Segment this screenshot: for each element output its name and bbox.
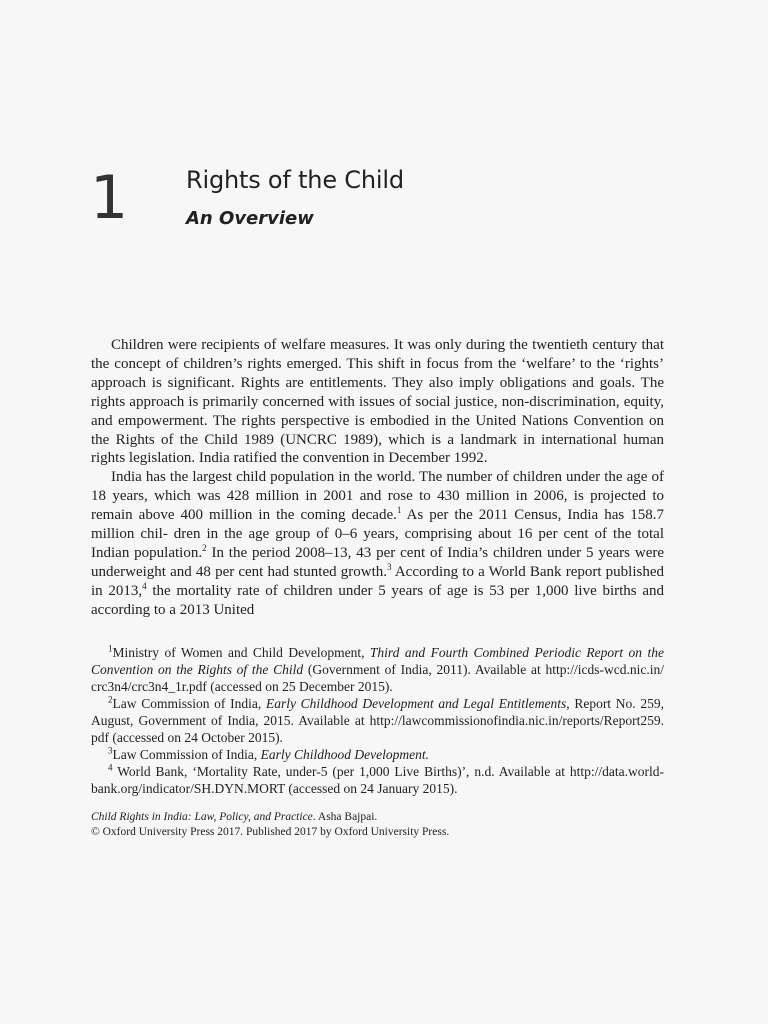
paragraph-2-part-b: As per the 2011 Census, India has 158.7 million chil- dren in the age group of 0–6 years, comprising about 16 per cent of the total Indian population. — [91, 507, 664, 561]
footnote-4 — [91, 763, 664, 797]
footnote-number: 2 — [108, 694, 113, 705]
copyright-line: © Oxford University Press 2017. Published 2017 by Oxford University Press. — [91, 826, 450, 838]
body-text — [91, 336, 664, 620]
publication-footer — [91, 810, 664, 840]
footnote-3 — [91, 746, 664, 763]
citation-line — [91, 810, 664, 825]
paragraph-2 — [91, 468, 664, 619]
book-author: . Asha Bajpai. — [312, 811, 378, 823]
footnote-number: 3 — [108, 745, 113, 756]
paragraph-2-part-c: In the period 2008–13, 43 per cent of India’s children under 5 years were underweight and 48 per cent had stunted growth. — [91, 544, 665, 580]
footnote-text-end: , Report No. 259, August, Government of India, 2015. Available at http://lawcommissionofindia.nic.in/reports/Report259. pdf (accessed on 24 October 2015). — [91, 696, 664, 745]
footnote-text-end: (Government of India, 2011). Available at http://icds-wcd.nic.in/ crc3n4/crc3n4_1r.pdf (accessed on 25 December 2015). — [91, 662, 664, 694]
footnote-text: Law Commission of India, — [112, 747, 261, 762]
paragraph-2-part-e: the mortality rate of children under 5 years of age is 53 per 1,000 live births and according to a 2013 United — [91, 582, 664, 618]
footnote-number: 4 — [108, 762, 113, 773]
footnote-2 — [91, 695, 664, 746]
chapter-subtitle: An Overview — [186, 208, 314, 229]
chapter-title: Rights of the Child — [186, 166, 404, 194]
footnote-ref-3: 3 — [387, 561, 392, 572]
footnote-text: Law Commission of India, — [112, 696, 266, 711]
footnote-ref-2: 2 — [202, 542, 207, 553]
footnote-1 — [91, 644, 664, 695]
footnote-italic: Early Childhood Development. — [260, 747, 429, 762]
paragraph-2-part-d: According to a World Bank report published in 2013, — [91, 563, 664, 599]
footnotes — [91, 644, 664, 797]
footnote-ref-1: 1 — [396, 505, 402, 516]
footnote-text: World Bank, ‘Mortality Rate, under-5 (per 1,000 Live Births)’, n.d. Available at http://data.world- bank.org/indicator/SH.DYN.MORT (accessed on 24 January 2015). — [91, 764, 664, 796]
footnote-italic: Third and Fourth Combined Periodic Report on the Convention on the Rights of the Child — [91, 645, 664, 677]
footnote-number: 1 — [108, 643, 113, 654]
chapter-number: 1 — [90, 163, 127, 233]
footnote-ref-4: 4 — [142, 580, 147, 591]
footnote-italic: Early Childhood Development and Legal Entitlements — [265, 696, 567, 711]
paragraph-2-part-a: India has the largest child population in the world. The number of children under the age of 18 years, which was 428 million in 2001 and rose to 430 million in 2006, is projected to remain above 400 million in the coming decade. — [91, 469, 664, 524]
paragraph-1: Children were recipients of welfare measures. It was only during the twentieth century that the concept of children’s rights emerged. This shift in focus from the ‘welfare’ to the ‘rights’ approach is significant. Rights are entitlements. They also imply obligations and goals. The rights approach is primarily concerned with issues of social justice, non-discrimination, equity, and empowerment. The rights perspective is embodied in the United Nations Convention on the Rights of the Child 1989 (UNCRC 1989), which is a landmark in international human rights legislation. India ratified the convention in December 1992. — [91, 337, 664, 467]
book-title: Child Rights in India: Law, Policy, and Practice — [91, 811, 313, 823]
footnote-text: Ministry of Women and Child Development, — [112, 645, 370, 660]
